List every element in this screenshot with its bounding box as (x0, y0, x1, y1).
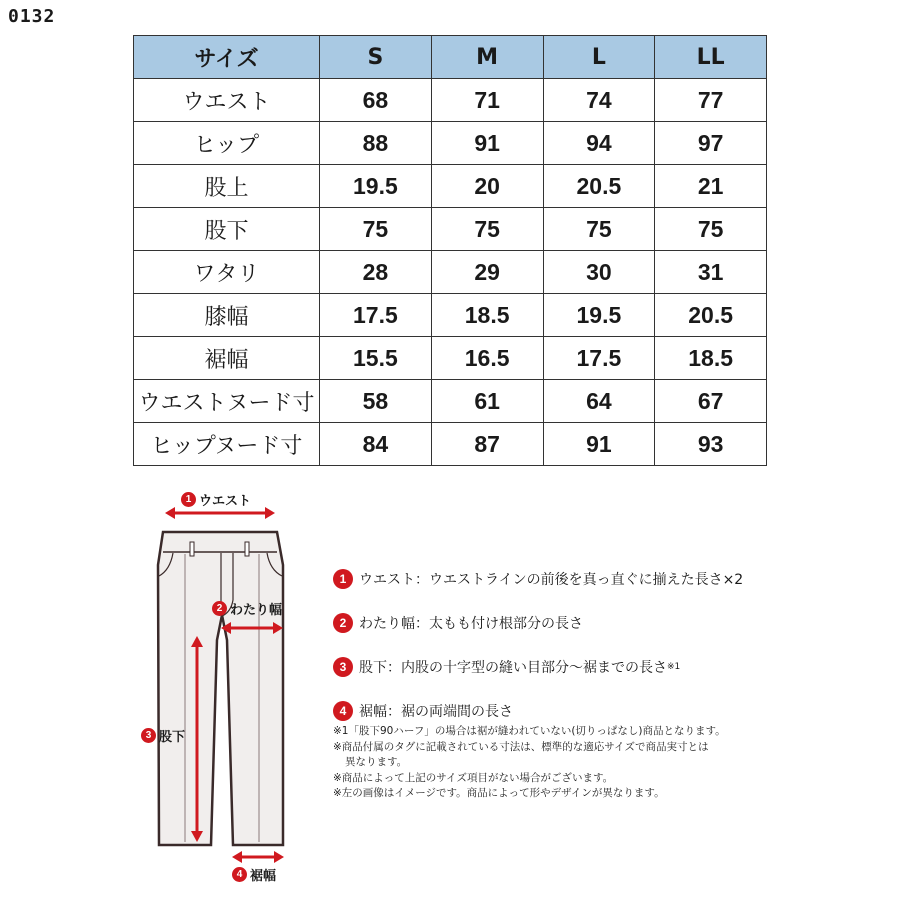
legend-item (333, 568, 743, 590)
product-code: 0132 (8, 6, 56, 27)
table-cell: 94 (543, 122, 655, 165)
table-row (134, 165, 767, 208)
number-badge: 2 (333, 613, 353, 633)
legend-item (333, 612, 743, 634)
legend-term: 股下 (359, 660, 387, 676)
table-cell: 18.5 (655, 337, 767, 380)
number-badge: 2 (212, 601, 227, 616)
note-item: ※商品によって上記のサイズ項目がない場合がございます。 (333, 771, 614, 784)
table-cell: 64 (543, 380, 655, 423)
number-badge: 3 (141, 728, 156, 743)
table-cell: 16.5 (431, 337, 543, 380)
diagram-label-waist: 1 ウエスト (181, 490, 251, 509)
table-cell: 87 (431, 423, 543, 466)
table-cell: 88 (320, 122, 432, 165)
table-cell: 97 (655, 122, 767, 165)
table-cell: 20.5 (543, 165, 655, 208)
table-cell: 71 (431, 79, 543, 122)
row-label: ワタリ (134, 251, 320, 294)
table-row (134, 208, 767, 251)
table-cell: 30 (543, 251, 655, 294)
legend-description: ：ウエストラインの前後を真っ直ぐに揃えた長さ×2 (415, 572, 744, 588)
table-row (134, 380, 767, 423)
row-label: 股下 (134, 208, 320, 251)
legend-item (333, 700, 743, 722)
number-badge: 4 (232, 867, 247, 882)
legend-term: わたり幅 (359, 616, 415, 632)
header-m: M (431, 36, 543, 79)
table-cell: 75 (320, 208, 432, 251)
row-label: ヒップヌード寸 (134, 423, 320, 466)
row-label: ウエストヌード寸 (134, 380, 320, 423)
measurement-legend (333, 568, 743, 744)
table-cell: 74 (543, 79, 655, 122)
legend-description: ：太もも付け根部分の長さ (415, 616, 583, 632)
table-cell: 91 (543, 423, 655, 466)
row-label: 股上 (134, 165, 320, 208)
table-cell: 17.5 (320, 294, 432, 337)
diagram-label-thigh: 2 わたり幅 (212, 599, 282, 618)
table-cell: 58 (320, 380, 432, 423)
table-row (134, 337, 767, 380)
note-item: ※商品付属のタグに記載されている寸法は、標準的な適応サイズで商品実寸とは (333, 740, 709, 753)
table-cell: 17.5 (543, 337, 655, 380)
table-cell: 67 (655, 380, 767, 423)
table-header-row (134, 36, 767, 79)
diagram-label-inseam: 3 股下 (141, 726, 185, 745)
row-label: 裾幅 (134, 337, 320, 380)
number-badge: 1 (333, 569, 353, 589)
table-cell: 18.5 (431, 294, 543, 337)
legend-description: ：裾の両端間の長さ (387, 704, 513, 720)
table-cell: 29 (431, 251, 543, 294)
note-item: ※左の画像はイメージです。商品によって形やデザインが異なります。 (333, 787, 665, 799)
notes (333, 724, 726, 802)
number-badge: 4 (333, 701, 353, 721)
table-cell: 20.5 (655, 294, 767, 337)
legend-note: ※1 (667, 662, 681, 672)
size-table (133, 35, 767, 466)
table-cell: 28 (320, 251, 432, 294)
table-cell: 77 (655, 79, 767, 122)
table-cell: 75 (431, 208, 543, 251)
table-row (134, 423, 767, 466)
table-cell: 93 (655, 423, 767, 466)
table-cell: 31 (655, 251, 767, 294)
number-badge: 3 (333, 657, 353, 677)
row-label: ウエスト (134, 79, 320, 122)
note-item: 異なります。 (345, 756, 408, 768)
row-label: ヒップ (134, 122, 320, 165)
pants-diagram (133, 480, 333, 890)
legend-item (333, 656, 743, 678)
table-cell: 68 (320, 79, 432, 122)
diagram-label-hem: 4 裾幅 (232, 865, 276, 884)
header-l: L (543, 36, 655, 79)
legend-description: ：内股の十字型の縫い目部分〜裾までの長さ (387, 660, 667, 676)
table-cell: 19.5 (543, 294, 655, 337)
header-size: サイズ (134, 36, 320, 79)
table-row (134, 79, 767, 122)
table-row (134, 251, 767, 294)
table-cell: 75 (655, 208, 767, 251)
hem-arrow (232, 851, 284, 863)
header-s: S (320, 36, 432, 79)
legend-term: ウエスト (359, 572, 415, 588)
note-item: ※1「股下90ハーフ」の場合は裾が縫われていない(切りっぱなし)商品となります。 (333, 725, 726, 737)
table-cell: 84 (320, 423, 432, 466)
row-label: 膝幅 (134, 294, 320, 337)
table-cell: 19.5 (320, 165, 432, 208)
table-cell: 75 (543, 208, 655, 251)
legend-term: 裾幅 (359, 704, 387, 720)
table-cell: 20 (431, 165, 543, 208)
table-cell: 21 (655, 165, 767, 208)
table-cell: 91 (431, 122, 543, 165)
table-row (134, 122, 767, 165)
table-cell: 15.5 (320, 337, 432, 380)
pants-outline (158, 532, 283, 845)
number-badge: 1 (181, 492, 196, 507)
header-ll: LL (655, 36, 767, 79)
table-row (134, 294, 767, 337)
table-cell: 61 (431, 380, 543, 423)
